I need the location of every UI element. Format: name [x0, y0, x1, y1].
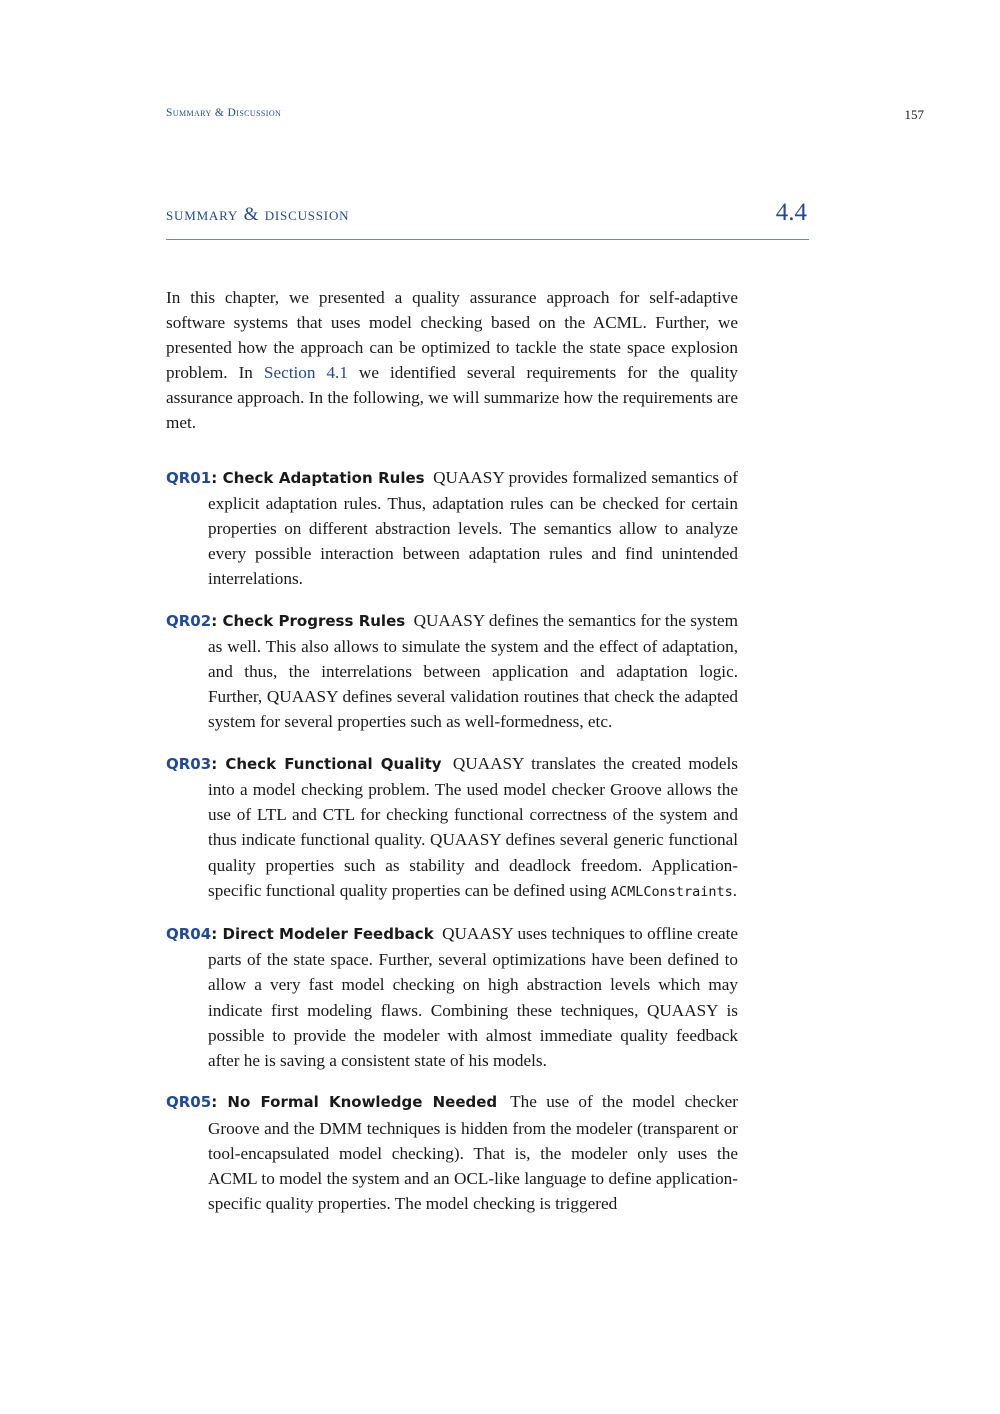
section-link[interactable]: Section 4.1	[263, 363, 348, 383]
requirement-item	[166, 1089, 738, 1215]
intro-text-end: we identified several requirements for the quality assurance approach. In the following, we will summarize how the requirements are met.	[166, 363, 738, 433]
requirement-title: Check Functional Quality	[225, 755, 442, 774]
requirement-colon: :	[211, 612, 223, 631]
page-number: 157	[904, 107, 924, 122]
requirement-id[interactable]: QR03	[166, 755, 212, 774]
requirement-item	[166, 465, 738, 591]
requirement-title: No Formal Knowledge Needed	[227, 1093, 498, 1112]
requirement-id[interactable]: QR02	[166, 612, 212, 631]
running-header: Summary & Discussion	[166, 107, 282, 119]
section-heading	[166, 197, 809, 240]
requirement-body: QUAASY defines the semantics for the system as well. This also allows to simulate the system and the effect of adaptation, and thus, the interrelations between application and adaptation logic. Further, QUAASY defines several validation routines that check the adapted system for several properties such as well-formedness, etc.	[208, 611, 739, 732]
requirement-item	[166, 921, 738, 1073]
section-number: 4.4	[775, 199, 807, 226]
requirement-title: Direct Modeler Feedback	[222, 925, 434, 944]
requirement-id[interactable]: QR01	[166, 469, 212, 487]
requirement-id[interactable]: QR04	[166, 925, 212, 944]
requirement-colon: :	[211, 1093, 228, 1112]
requirement-title: Check Adaptation Rules	[222, 469, 425, 487]
requirement-body: QUAASY uses techniques to offline create parts of the state space. Further, several optimizations have been defined to allow a very fast model checking on high abstraction levels which may indicate first modeling flaws. Combining these techniques, QUAASY is possible to provide the modeler with almost immediate quality feedback after he is saving a consistent state of his models.	[208, 924, 738, 1070]
section-title: summary & discussion	[166, 204, 350, 225]
requirements-list	[166, 465, 738, 1233]
requirement-item	[166, 608, 738, 734]
requirement-body-end: .	[732, 880, 738, 900]
requirement-title: Check Progress Rules	[222, 612, 406, 631]
requirement-body: QUAASY translates the created models into a model checking problem. The used model checker Groove allows the use of LTL and CTL for checking functional correctness of the system and thus indicate functional quality. QUAASY defines several generic functional quality properties such as stability and deadlock freedom. Application-specific functional quality properties can be defined using	[208, 754, 738, 900]
requirement-id[interactable]: QR05	[166, 1093, 212, 1112]
requirement-colon: :	[211, 469, 223, 487]
requirement-body: QUAASY provides formalized semantics of explicit adaptation rules. Thus, adaptation rules can be checked for certain properties on different abstraction levels. The semantics allow to analyze every possible interaction between adaptation rules and find unintended interrelations.	[208, 468, 738, 589]
intro-paragraph	[166, 285, 738, 436]
requirement-body: The use of the model checker Groove and the DMM techniques is hidden from the modeler (transparent or tool-encapsulated model checking). That is, the modeler only uses the ACML to model the system and an OCL-like language to define application-specific quality properties. The model checking is triggered	[208, 1092, 738, 1213]
requirement-colon: :	[211, 925, 223, 944]
intro-text-start: In this chapter, we presented a quality assurance approach for self-adaptive software systems that uses model checking based on the ACML. Further, we presented how the approach can be optimized to tackle the state space explosion problem. In	[166, 288, 738, 383]
requirement-item	[166, 751, 738, 905]
requirement-colon: :	[211, 755, 226, 774]
requirement-code: ACMLConstraints	[610, 883, 733, 900]
